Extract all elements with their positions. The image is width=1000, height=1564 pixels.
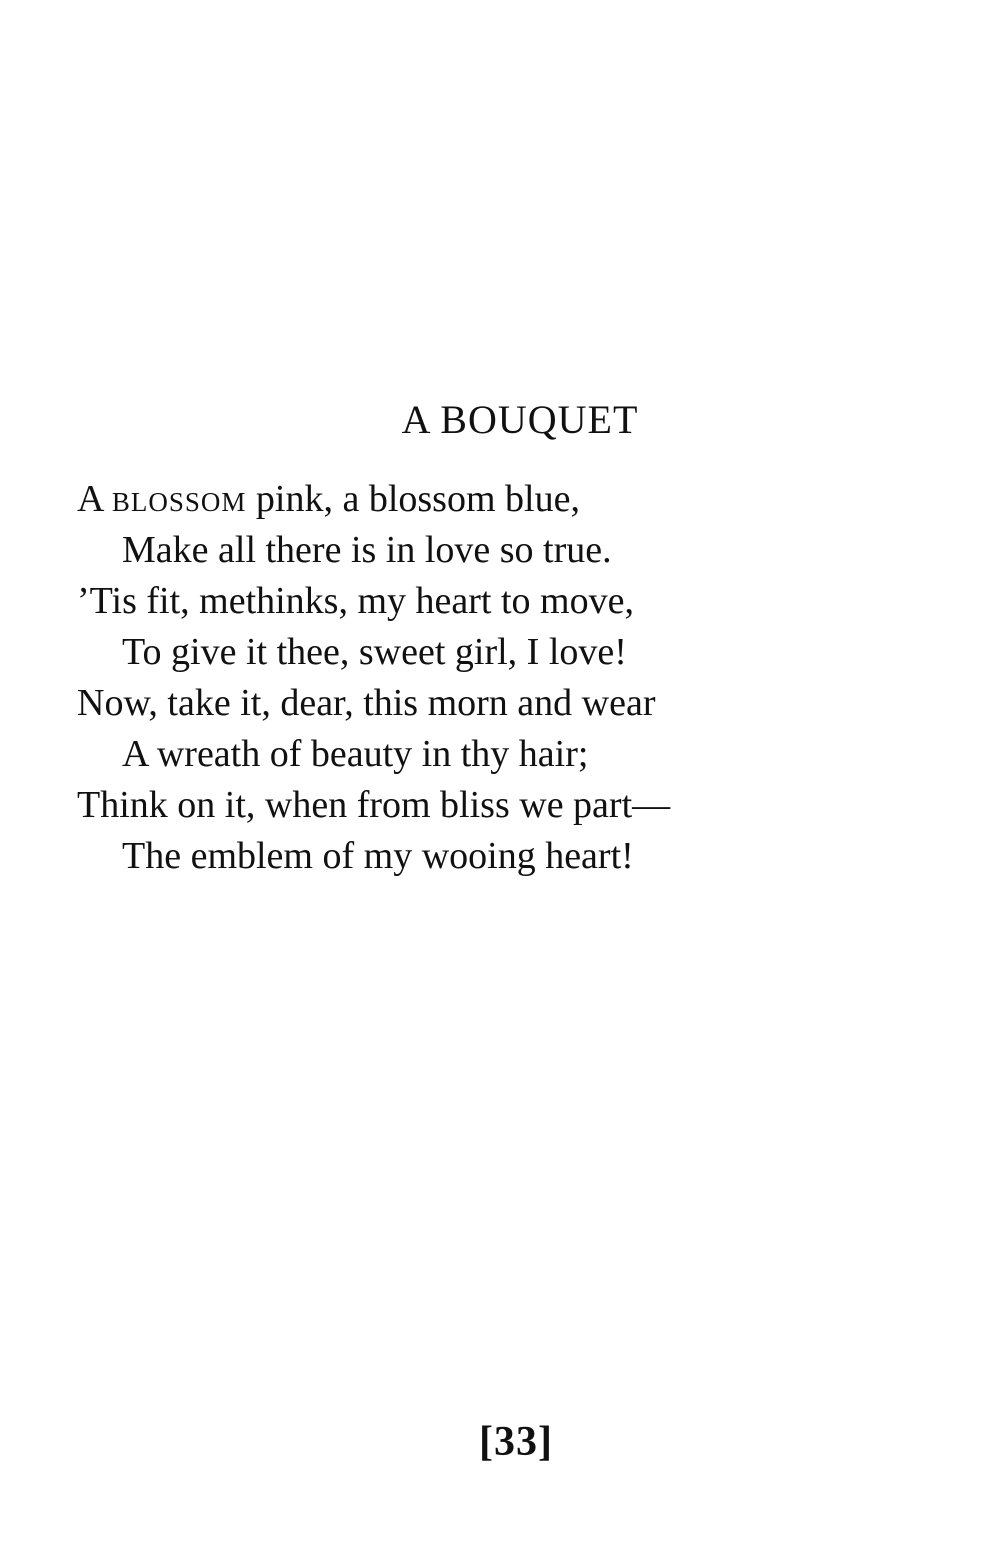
poem-line-1-lead: A [77,478,103,520]
poem-line-8: The emblem of my wooing heart! [122,835,634,877]
poem-line-4: To give it thee, sweet girl, I love! [122,631,627,673]
poem-line-1 [77,474,937,525]
poem-body [77,474,937,882]
poem-title: A BOUQUET [401,397,639,442]
page-number: [33] [479,1419,553,1465]
poem-line-1-smallcaps: blossom [111,478,247,520]
poem-line-2: Make all there is in love so true. [122,529,612,571]
poem-line-1-rest: pink, a blossom blue, [246,478,580,520]
poem-line-3: ’Tis fit, methinks, my heart to move, [77,580,634,622]
poem-line-7: Think on it, when from bliss we part— [77,784,671,826]
poem-line-5: Now, take it, dear, this morn and wear [77,682,656,724]
poem-line-6: A wreath of beauty in thy hair; [122,733,589,775]
